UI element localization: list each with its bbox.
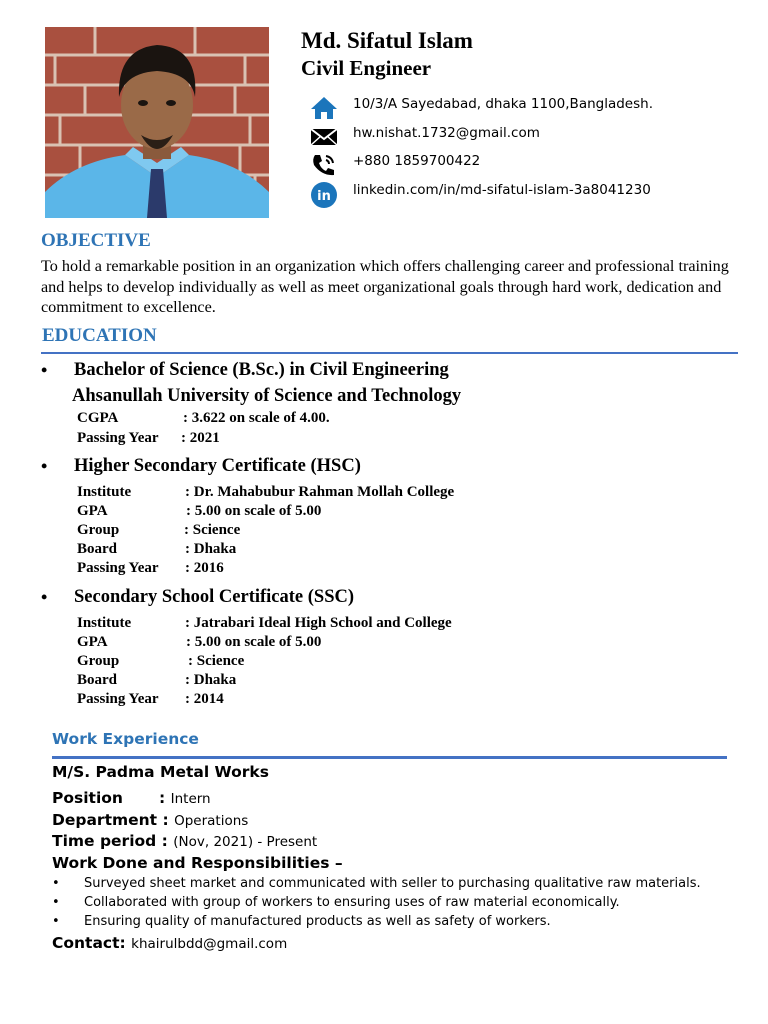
row-label: GPA bbox=[77, 634, 108, 650]
list-item bbox=[52, 876, 752, 894]
linkedin-icon bbox=[310, 181, 338, 207]
svg-text:in: in bbox=[317, 189, 331, 204]
contact-phone bbox=[310, 152, 750, 176]
objective-heading: OBJECTIVE bbox=[41, 230, 151, 251]
row-value: : 3.622 on scale of 4.00. bbox=[183, 410, 330, 426]
linkedin-link[interactable]: linkedin.com/in/md-sifatul-islam-3a8041230 bbox=[353, 182, 651, 198]
work-divider bbox=[52, 756, 727, 759]
responsibilities-label: Work Done and Responsibilities – bbox=[52, 854, 343, 872]
period-value: (Nov, 2021) - Present bbox=[173, 834, 318, 850]
row-label: Board bbox=[77, 672, 118, 688]
list-item bbox=[52, 914, 752, 932]
department-value: Operations bbox=[174, 813, 249, 829]
address-text: 10/3/A Sayedabad, dhaka 1100,Bangladesh. bbox=[353, 96, 653, 112]
envelope-icon bbox=[310, 124, 338, 150]
contact-label: Contact: bbox=[52, 934, 126, 952]
bullet: • bbox=[41, 456, 48, 476]
row-label: CGPA bbox=[77, 410, 119, 426]
row-value: : Science bbox=[188, 653, 245, 669]
period-field bbox=[52, 832, 317, 850]
department-label: Department : bbox=[52, 811, 169, 829]
row-label: Passing Year bbox=[77, 691, 159, 707]
responsibility-text: Collaborated with group of workers to ensuring uses of raw material economically. bbox=[84, 895, 620, 910]
list-item bbox=[52, 895, 752, 913]
position-value: Intern bbox=[170, 791, 211, 807]
responsibility-text: Ensuring quality of manufactured products as well as safety of workers. bbox=[84, 914, 551, 929]
job-title: Civil Engineer bbox=[301, 56, 432, 80]
row-value: : 2016 bbox=[185, 560, 224, 576]
contact-address bbox=[310, 95, 750, 119]
reference-email-link[interactable]: khairulbdd@gmail.com bbox=[131, 936, 288, 952]
row-label: Passing Year bbox=[77, 560, 159, 576]
bsc-degree: Bachelor of Science (B.Sc.) in Civil Engineering bbox=[74, 360, 449, 380]
row-value: : 5.00 on scale of 5.00 bbox=[186, 634, 322, 650]
row-label: GPA bbox=[77, 503, 108, 519]
period-label: Time period : bbox=[52, 832, 168, 850]
row-label: Group bbox=[77, 653, 120, 669]
row-label: Passing Year bbox=[77, 430, 159, 446]
row-value: : 2021 bbox=[181, 430, 220, 446]
row-value: : Dhaka bbox=[185, 541, 237, 557]
contact-email bbox=[310, 124, 750, 148]
objective-text: To hold a remarkable position in an organization which offers challenging career and professional training and helps to develop individually as well as meet organizational goals through hard work, dedication and commitment to excellence. bbox=[41, 257, 729, 316]
bsc-university: Ahsanullah University of Science and Technology bbox=[72, 386, 462, 406]
bullet: • bbox=[52, 914, 60, 929]
row-value: : 5.00 on scale of 5.00 bbox=[186, 503, 322, 519]
row-label: Institute bbox=[77, 484, 132, 500]
home-icon bbox=[310, 95, 338, 121]
position-separator: : bbox=[159, 789, 166, 807]
bullet: • bbox=[52, 895, 60, 910]
row-value: : Jatrabari Ideal High School and College bbox=[185, 615, 452, 631]
education-divider bbox=[41, 352, 738, 354]
phone-icon bbox=[310, 152, 338, 178]
row-value: : 2014 bbox=[185, 691, 224, 707]
row-value: : Science bbox=[184, 522, 241, 538]
row-label: Board bbox=[77, 541, 118, 557]
phone-text: +880 1859700422 bbox=[353, 153, 481, 169]
row-value: : Dr. Mahabubur Rahman Mollah College bbox=[185, 484, 455, 500]
position-label: Position bbox=[52, 789, 123, 807]
ssc-degree: Secondary School Certificate (SSC) bbox=[74, 587, 355, 607]
profile-photo bbox=[45, 27, 269, 218]
company-name: M/S. Padma Metal Works bbox=[52, 763, 269, 781]
candidate-name: Md. Sifatul Islam bbox=[301, 28, 473, 53]
work-experience-heading: Work Experience bbox=[52, 730, 199, 748]
bullet: • bbox=[41, 360, 48, 380]
contact-linkedin bbox=[310, 181, 750, 205]
row-label: Group bbox=[77, 522, 120, 538]
row-label: Institute bbox=[77, 615, 132, 631]
responsibility-text: Surveyed sheet market and communicated with seller to purchasing qualitative raw materials. bbox=[84, 876, 701, 891]
bullet: • bbox=[52, 876, 60, 891]
hsc-degree: Higher Secondary Certificate (HSC) bbox=[74, 456, 361, 476]
reference-contact bbox=[52, 934, 287, 952]
email-link[interactable]: hw.nishat.1732@gmail.com bbox=[353, 125, 540, 141]
education-heading: EDUCATION bbox=[42, 325, 157, 346]
department-field bbox=[52, 811, 248, 829]
position-field bbox=[52, 789, 211, 807]
row-value: : Dhaka bbox=[185, 672, 237, 688]
bullet: • bbox=[41, 587, 48, 607]
